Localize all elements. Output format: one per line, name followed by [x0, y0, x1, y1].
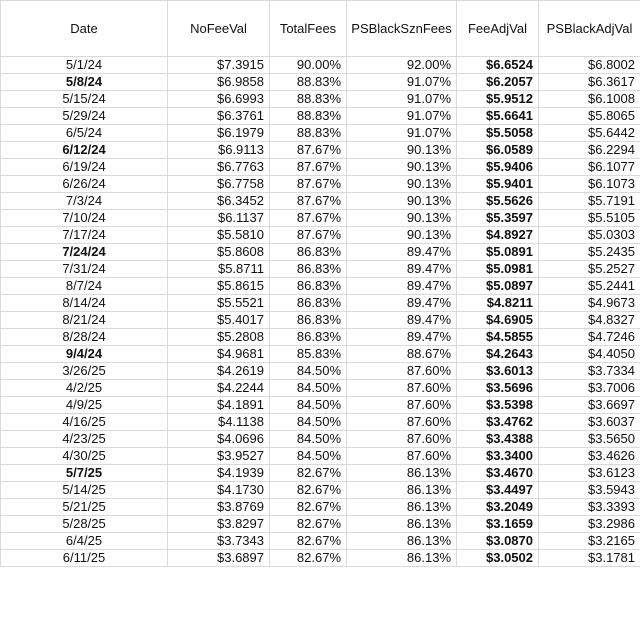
cell-date[interactable]: 4/9/25	[1, 397, 168, 414]
header-totalfees[interactable]: TotalFees	[270, 1, 347, 57]
cell-feeadjval[interactable]: $6.6524	[457, 57, 539, 74]
cell-psblackseasonfees[interactable]: 87.60%	[347, 448, 457, 465]
cell-date[interactable]: 4/23/25	[1, 431, 168, 448]
cell-totalfees[interactable]: 87.67%	[270, 227, 347, 244]
table-row	[1, 108, 640, 125]
cell-feeadjval[interactable]: $4.6905	[457, 312, 539, 329]
header-nofeeval[interactable]: NoFeeVal	[168, 1, 270, 57]
cell-totalfees[interactable]: 82.67%	[270, 499, 347, 516]
table-row	[1, 74, 640, 91]
cell-nofeeval[interactable]: $6.1979	[168, 125, 270, 142]
cell-psblackadjval[interactable]: $6.1073	[539, 176, 640, 193]
table-row	[1, 159, 640, 176]
header-row	[1, 1, 640, 57]
cell-totalfees[interactable]: 87.67%	[270, 210, 347, 227]
table-row	[1, 380, 640, 397]
cell-feeadjval[interactable]: $5.9512	[457, 91, 539, 108]
cell-nofeeval[interactable]: $6.3761	[168, 108, 270, 125]
cell-psblackseasonfees[interactable]: 89.47%	[347, 329, 457, 346]
cell-date[interactable]: 8/28/24	[1, 329, 168, 346]
cell-date[interactable]: 5/28/25	[1, 516, 168, 533]
cell-psblackadjval[interactable]: $5.0303	[539, 227, 640, 244]
cell-nofeeval[interactable]: $5.5810	[168, 227, 270, 244]
cell-psblackadjval[interactable]: $5.2435	[539, 244, 640, 261]
table-row	[1, 550, 640, 567]
table-row	[1, 312, 640, 329]
cell-date[interactable]: 9/4/24	[1, 346, 168, 363]
cell-psblackseasonfees[interactable]: 89.47%	[347, 278, 457, 295]
table-row	[1, 346, 640, 363]
cell-feeadjval[interactable]: $4.2643	[457, 346, 539, 363]
cell-psblackadjval[interactable]: $3.4626	[539, 448, 640, 465]
cell-psblackadjval[interactable]: $3.5650	[539, 431, 640, 448]
table-row	[1, 244, 640, 261]
cell-psblackadjval[interactable]: $3.2165	[539, 533, 640, 550]
cell-feeadjval[interactable]: $3.6013	[457, 363, 539, 380]
cell-totalfees[interactable]: 86.83%	[270, 295, 347, 312]
table-row	[1, 397, 640, 414]
cell-feeadjval[interactable]: $3.4762	[457, 414, 539, 431]
cell-date[interactable]: 5/15/24	[1, 91, 168, 108]
cell-feeadjval[interactable]: $4.8211	[457, 295, 539, 312]
cell-psblackseasonfees[interactable]: 89.47%	[347, 312, 457, 329]
cell-nofeeval[interactable]: $4.1891	[168, 397, 270, 414]
table-row	[1, 431, 640, 448]
table-row	[1, 57, 640, 74]
table-row	[1, 363, 640, 380]
cell-nofeeval[interactable]: $4.0696	[168, 431, 270, 448]
cell-psblackseasonfees[interactable]: 91.07%	[347, 108, 457, 125]
cell-date[interactable]: 6/4/25	[1, 533, 168, 550]
cell-date[interactable]: 6/19/24	[1, 159, 168, 176]
cell-psblackseasonfees[interactable]: 91.07%	[347, 91, 457, 108]
cell-nofeeval[interactable]: $6.9858	[168, 74, 270, 91]
cell-feeadjval[interactable]: $5.9401	[457, 176, 539, 193]
cell-date[interactable]: 5/21/25	[1, 499, 168, 516]
cell-feeadjval[interactable]: $3.0502	[457, 550, 539, 567]
cell-nofeeval[interactable]: $6.6993	[168, 91, 270, 108]
cell-psblackseasonfees[interactable]: 87.60%	[347, 363, 457, 380]
cell-feeadjval[interactable]: $3.4497	[457, 482, 539, 499]
cell-totalfees[interactable]: 86.83%	[270, 244, 347, 261]
cell-nofeeval[interactable]: $6.3452	[168, 193, 270, 210]
cell-psblackadjval[interactable]: $3.7334	[539, 363, 640, 380]
cell-totalfees[interactable]: 88.83%	[270, 125, 347, 142]
cell-nofeeval[interactable]: $3.6897	[168, 550, 270, 567]
cell-date[interactable]: 5/14/25	[1, 482, 168, 499]
cell-nofeeval[interactable]: $4.2244	[168, 380, 270, 397]
cell-totalfees[interactable]: 84.50%	[270, 380, 347, 397]
table-row	[1, 278, 640, 295]
cell-date[interactable]: 6/26/24	[1, 176, 168, 193]
cell-psblackseasonfees[interactable]: 90.13%	[347, 159, 457, 176]
cell-psblackseasonfees[interactable]: 87.60%	[347, 431, 457, 448]
cell-psblackadjval[interactable]: $5.6442	[539, 125, 640, 142]
header-date[interactable]: Date	[1, 1, 168, 57]
table-row	[1, 176, 640, 193]
header-psblackseasonfees[interactable]: PSBlackSznFees	[347, 1, 457, 57]
cell-nofeeval[interactable]: $6.7758	[168, 176, 270, 193]
cell-psblackadjval[interactable]: $5.7191	[539, 193, 640, 210]
cell-nofeeval[interactable]: $6.1137	[168, 210, 270, 227]
cell-psblackseasonfees[interactable]: 86.13%	[347, 499, 457, 516]
cell-psblackseasonfees[interactable]: 90.13%	[347, 210, 457, 227]
table-row	[1, 465, 640, 482]
cell-feeadjval[interactable]: $3.2049	[457, 499, 539, 516]
cell-date[interactable]: 7/3/24	[1, 193, 168, 210]
cell-feeadjval[interactable]: $5.6641	[457, 108, 539, 125]
cell-nofeeval[interactable]: $5.8608	[168, 244, 270, 261]
cell-totalfees[interactable]: 87.67%	[270, 142, 347, 159]
cell-psblackseasonfees[interactable]: 90.13%	[347, 227, 457, 244]
cell-feeadjval[interactable]: $3.1659	[457, 516, 539, 533]
cell-psblackadjval[interactable]: $3.5943	[539, 482, 640, 499]
cell-psblackseasonfees[interactable]: 86.13%	[347, 550, 457, 567]
cell-totalfees[interactable]: 86.83%	[270, 312, 347, 329]
cell-totalfees[interactable]: 84.50%	[270, 448, 347, 465]
cell-feeadjval[interactable]: $3.3400	[457, 448, 539, 465]
table-row	[1, 329, 640, 346]
cell-nofeeval[interactable]: $3.7343	[168, 533, 270, 550]
cell-psblackadjval[interactable]: $4.9673	[539, 295, 640, 312]
cell-nofeeval[interactable]: $4.1138	[168, 414, 270, 431]
cell-date[interactable]: 8/7/24	[1, 278, 168, 295]
cell-totalfees[interactable]: 86.83%	[270, 278, 347, 295]
cell-feeadjval[interactable]: $5.9406	[457, 159, 539, 176]
cell-psblackadjval[interactable]: $6.3617	[539, 74, 640, 91]
cell-psblackadjval[interactable]: $3.7006	[539, 380, 640, 397]
table-row	[1, 261, 640, 278]
cell-date[interactable]: 5/1/24	[1, 57, 168, 74]
table-row	[1, 482, 640, 499]
cell-psblackadjval[interactable]: $3.3393	[539, 499, 640, 516]
cell-psblackadjval[interactable]: $6.8002	[539, 57, 640, 74]
cell-date[interactable]: 4/2/25	[1, 380, 168, 397]
cell-psblackseasonfees[interactable]: 92.00%	[347, 57, 457, 74]
cell-feeadjval[interactable]: $3.4388	[457, 431, 539, 448]
cell-nofeeval[interactable]: $3.9527	[168, 448, 270, 465]
cell-nofeeval[interactable]: $5.8711	[168, 261, 270, 278]
cell-nofeeval[interactable]: $7.3915	[168, 57, 270, 74]
cell-totalfees[interactable]: 87.67%	[270, 159, 347, 176]
cell-psblackseasonfees[interactable]: 86.13%	[347, 482, 457, 499]
cell-psblackadjval[interactable]: $3.6123	[539, 465, 640, 482]
cell-nofeeval[interactable]: $4.2619	[168, 363, 270, 380]
cell-date[interactable]: 5/8/24	[1, 74, 168, 91]
cell-psblackseasonfees[interactable]: 89.47%	[347, 244, 457, 261]
cell-totalfees[interactable]: 82.67%	[270, 465, 347, 482]
cell-feeadjval[interactable]: $4.5855	[457, 329, 539, 346]
cell-nofeeval[interactable]: $5.4017	[168, 312, 270, 329]
cell-date[interactable]: 5/7/25	[1, 465, 168, 482]
cell-psblackseasonfees[interactable]: 91.07%	[347, 125, 457, 142]
cell-nofeeval[interactable]: $3.8769	[168, 499, 270, 516]
cell-nofeeval[interactable]: $4.1730	[168, 482, 270, 499]
cell-totalfees[interactable]: 85.83%	[270, 346, 347, 363]
cell-totalfees[interactable]: 84.50%	[270, 397, 347, 414]
cell-totalfees[interactable]: 86.83%	[270, 261, 347, 278]
table-row	[1, 210, 640, 227]
table-row	[1, 125, 640, 142]
cell-feeadjval[interactable]: $3.0870	[457, 533, 539, 550]
cell-psblackadjval[interactable]: $5.5105	[539, 210, 640, 227]
cell-date[interactable]: 4/16/25	[1, 414, 168, 431]
cell-feeadjval[interactable]: $5.5626	[457, 193, 539, 210]
header-feeadjval[interactable]: FeeAdjVal	[457, 1, 539, 57]
cell-psblackadjval[interactable]: $3.6697	[539, 397, 640, 414]
cell-date[interactable]: 7/31/24	[1, 261, 168, 278]
cell-date[interactable]: 6/12/24	[1, 142, 168, 159]
table-row	[1, 533, 640, 550]
cell-psblackseasonfees[interactable]: 89.47%	[347, 295, 457, 312]
cell-feeadjval[interactable]: $5.0897	[457, 278, 539, 295]
table-row	[1, 295, 640, 312]
cell-nofeeval[interactable]: $5.5521	[168, 295, 270, 312]
cell-feeadjval[interactable]: $5.3597	[457, 210, 539, 227]
cell-totalfees[interactable]: 90.00%	[270, 57, 347, 74]
cell-psblackadjval[interactable]: $6.2294	[539, 142, 640, 159]
cell-feeadjval[interactable]: $5.5058	[457, 125, 539, 142]
cell-psblackseasonfees[interactable]: 86.13%	[347, 516, 457, 533]
cell-totalfees[interactable]: 88.83%	[270, 108, 347, 125]
cell-nofeeval[interactable]: $4.9681	[168, 346, 270, 363]
cell-date[interactable]: 7/10/24	[1, 210, 168, 227]
cell-nofeeval[interactable]: $4.1939	[168, 465, 270, 482]
cell-psblackadjval[interactable]: $4.7246	[539, 329, 640, 346]
cell-nofeeval[interactable]: $5.2808	[168, 329, 270, 346]
cell-date[interactable]: 6/5/24	[1, 125, 168, 142]
cell-psblackseasonfees[interactable]: 87.60%	[347, 414, 457, 431]
cell-totalfees[interactable]: 88.83%	[270, 91, 347, 108]
cell-totalfees[interactable]: 87.67%	[270, 193, 347, 210]
cell-totalfees[interactable]: 84.50%	[270, 414, 347, 431]
table-row	[1, 142, 640, 159]
cell-psblackadjval[interactable]: $3.2986	[539, 516, 640, 533]
cell-totalfees[interactable]: 86.83%	[270, 329, 347, 346]
cell-nofeeval[interactable]: $6.7763	[168, 159, 270, 176]
cell-nofeeval[interactable]: $6.9113	[168, 142, 270, 159]
cell-nofeeval[interactable]: $3.8297	[168, 516, 270, 533]
cell-psblackadjval[interactable]: $6.1008	[539, 91, 640, 108]
cell-totalfees[interactable]: 82.67%	[270, 550, 347, 567]
cell-feeadjval[interactable]: $5.0891	[457, 244, 539, 261]
cell-feeadjval[interactable]: $3.4670	[457, 465, 539, 482]
cell-psblackseasonfees[interactable]: 89.47%	[347, 261, 457, 278]
cell-totalfees[interactable]: 84.50%	[270, 431, 347, 448]
cell-psblackadjval[interactable]: $4.8327	[539, 312, 640, 329]
cell-feeadjval[interactable]: $5.0981	[457, 261, 539, 278]
cell-feeadjval[interactable]: $3.5398	[457, 397, 539, 414]
cell-psblackadjval[interactable]: $5.2441	[539, 278, 640, 295]
cell-nofeeval[interactable]: $5.8615	[168, 278, 270, 295]
cell-psblackseasonfees[interactable]: 87.60%	[347, 397, 457, 414]
cell-psblackseasonfees[interactable]: 86.13%	[347, 533, 457, 550]
cell-feeadjval[interactable]: $3.5696	[457, 380, 539, 397]
cell-psblackseasonfees[interactable]: 88.67%	[347, 346, 457, 363]
cell-psblackseasonfees[interactable]: 86.13%	[347, 465, 457, 482]
table-row	[1, 516, 640, 533]
cell-feeadjval[interactable]: $6.2057	[457, 74, 539, 91]
cell-psblackadjval[interactable]: $5.2527	[539, 261, 640, 278]
cell-date[interactable]: 8/14/24	[1, 295, 168, 312]
cell-psblackseasonfees[interactable]: 90.13%	[347, 142, 457, 159]
cell-psblackadjval[interactable]: $4.4050	[539, 346, 640, 363]
cell-date[interactable]: 5/29/24	[1, 108, 168, 125]
cell-totalfees[interactable]: 84.50%	[270, 363, 347, 380]
cell-psblackadjval[interactable]: $3.6037	[539, 414, 640, 431]
cell-psblackadjval[interactable]: $3.1781	[539, 550, 640, 567]
cell-date[interactable]: 7/17/24	[1, 227, 168, 244]
cell-date[interactable]: 6/11/25	[1, 550, 168, 567]
cell-date[interactable]: 8/21/24	[1, 312, 168, 329]
cell-psblackadjval[interactable]: $6.1077	[539, 159, 640, 176]
table-row	[1, 499, 640, 516]
cell-totalfees[interactable]: 82.67%	[270, 516, 347, 533]
cell-date[interactable]: 4/30/25	[1, 448, 168, 465]
cell-feeadjval[interactable]: $4.8927	[457, 227, 539, 244]
cell-totalfees[interactable]: 82.67%	[270, 533, 347, 550]
table-row	[1, 91, 640, 108]
cell-psblackseasonfees[interactable]: 91.07%	[347, 74, 457, 91]
cell-psblackseasonfees[interactable]: 90.13%	[347, 176, 457, 193]
table-row	[1, 448, 640, 465]
cell-feeadjval[interactable]: $6.0589	[457, 142, 539, 159]
table-row	[1, 193, 640, 210]
cell-psblackseasonfees[interactable]: 90.13%	[347, 193, 457, 210]
cell-totalfees[interactable]: 87.67%	[270, 176, 347, 193]
cell-psblackseasonfees[interactable]: 87.60%	[347, 380, 457, 397]
cell-totalfees[interactable]: 82.67%	[270, 482, 347, 499]
cell-psblackadjval[interactable]: $5.8065	[539, 108, 640, 125]
cell-date[interactable]: 7/24/24	[1, 244, 168, 261]
cell-totalfees[interactable]: 88.83%	[270, 74, 347, 91]
table-row	[1, 227, 640, 244]
cell-date[interactable]: 3/26/25	[1, 363, 168, 380]
table-row	[1, 414, 640, 431]
header-psblackadjval[interactable]: PSBlackAdjVal	[539, 1, 640, 57]
